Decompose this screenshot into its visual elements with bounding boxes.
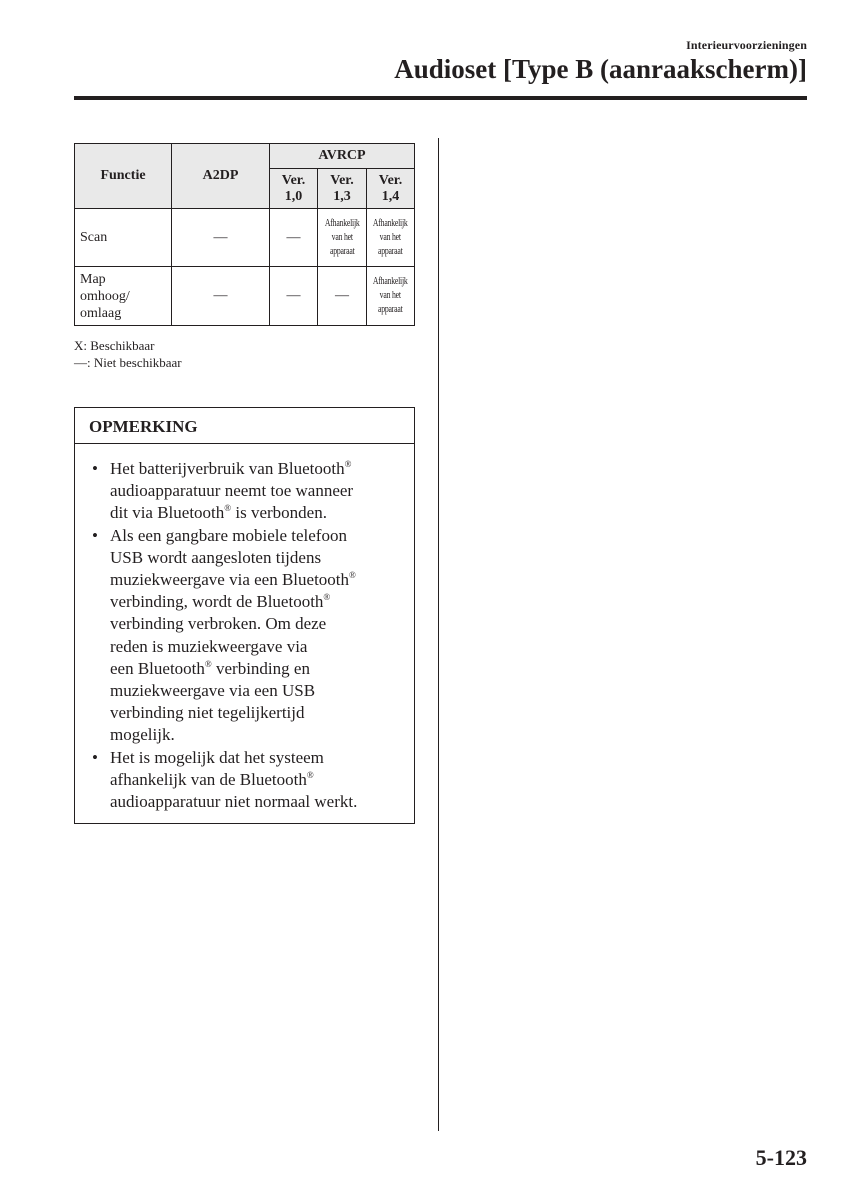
cell-a2dp: — bbox=[172, 209, 270, 267]
note-list bbox=[75, 444, 414, 813]
list-item: • Het is mogelijk dat het systeem afhankelijk van de Bluetooth® audioapparatuur niet normaal werkt. bbox=[92, 747, 358, 812]
registered-mark: ® bbox=[204, 658, 212, 669]
column-divider bbox=[438, 138, 439, 1131]
row-function: Scan bbox=[75, 209, 172, 267]
cell-ver-1-3: — bbox=[318, 267, 367, 326]
compatibility-table bbox=[74, 143, 415, 326]
note-box bbox=[74, 407, 415, 824]
cell-ver-1-0: — bbox=[270, 267, 318, 326]
header-avrcp: AVRCP bbox=[270, 144, 415, 169]
note-title: OPMERKING bbox=[75, 408, 414, 444]
page-number: 5-123 bbox=[755, 1145, 807, 1170]
registered-mark: ® bbox=[344, 459, 352, 469]
bullet-icon: • bbox=[92, 747, 98, 767]
registered-mark: ® bbox=[224, 503, 232, 514]
bullet-icon: • bbox=[92, 459, 98, 478]
header-ver-1-3: Ver. 1,3 bbox=[318, 169, 367, 209]
table-row bbox=[75, 267, 415, 326]
legend-available: X: Beschikbaar bbox=[74, 338, 155, 353]
list-item: • Als een gangbare mobiele telefoon USB wordt aangesloten tijdens muziekweergave via een Bluetooth® verbinding, wordt de Bluetooth® verbinding verbroken. Om deze reden is muziekweergave via een Bluetooth® verbinding en muziekweergave via een USB verbinding niet tegelijkertijd mogelijk. bbox=[92, 525, 356, 745]
table-row bbox=[75, 209, 415, 267]
registered-mark: ® bbox=[323, 592, 331, 603]
cell-a2dp: — bbox=[172, 267, 270, 326]
cell-ver-1-4: Afhankelijk van het apparaat bbox=[367, 209, 415, 267]
legend-not-available: —: Niet beschikbaar bbox=[74, 355, 182, 370]
header-a2dp: A2DP bbox=[172, 144, 270, 209]
row-function: Map omhoog/ omlaag bbox=[75, 267, 172, 326]
header-function: Functie bbox=[75, 144, 172, 209]
cell-ver-1-0: — bbox=[270, 209, 318, 267]
title-rule bbox=[74, 96, 807, 100]
page-title: Audioset [Type B (aanraakscherm)] bbox=[394, 54, 807, 84]
registered-mark: ® bbox=[349, 570, 356, 581]
section-label: Interieurvoorzieningen bbox=[686, 38, 807, 52]
header-ver-1-4: Ver. 1,4 bbox=[367, 169, 415, 209]
list-item: • Het batterijverbruik van Bluetooth® audioapparatuur neemt toe wanneer dit via Bluetooth® is verbonden. bbox=[92, 459, 354, 523]
cell-ver-1-4: Afhankelijk van het apparaat bbox=[367, 267, 415, 326]
cell-ver-1-3: Afhankelijk van het apparaat bbox=[318, 209, 367, 267]
header-ver-1-0: Ver. 1,0 bbox=[270, 169, 318, 209]
bullet-icon: • bbox=[92, 525, 98, 545]
table-legend bbox=[74, 337, 182, 371]
registered-mark: ® bbox=[306, 769, 314, 780]
